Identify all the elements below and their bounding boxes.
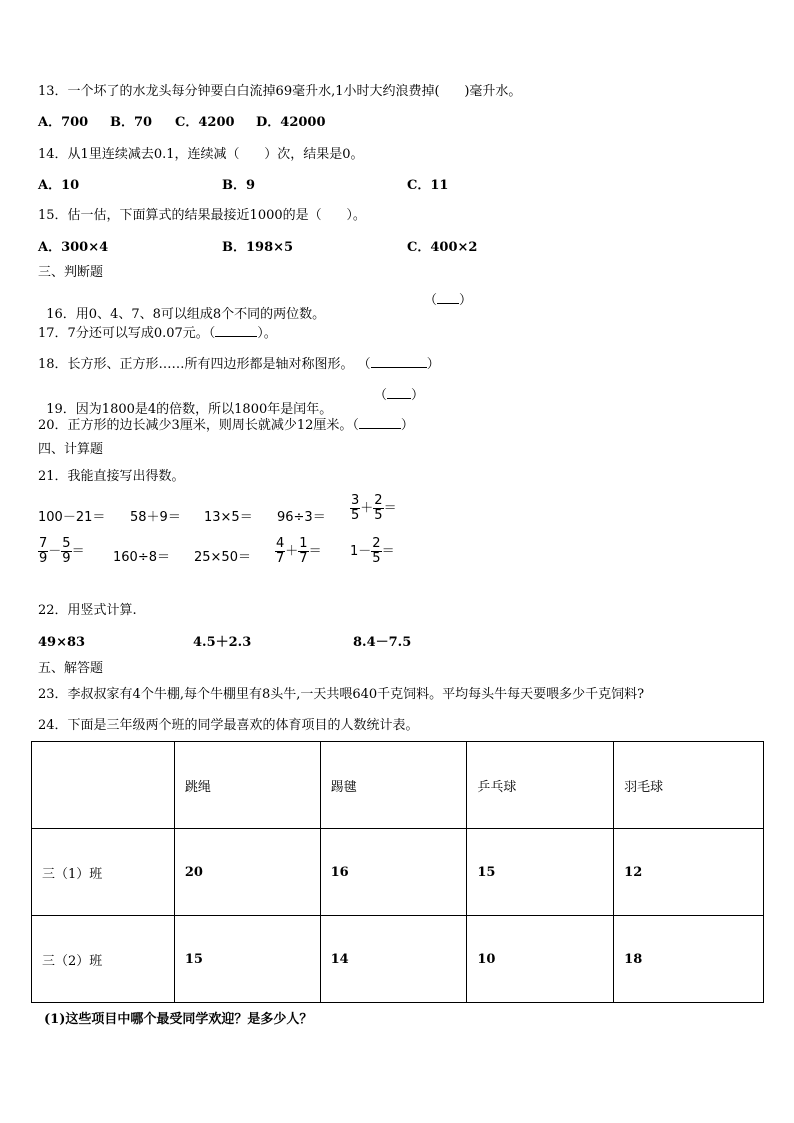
question-15: 15．估一估，下面算式的结果最接近1000的是（ ）。 — [38, 208, 366, 223]
q21-expr-9: $\frac{4}{7}$ ＋ $\frac{1}{7}$ ＝ — [276, 536, 322, 566]
q21-expr-8: 25×50＝ — [194, 550, 251, 565]
q21-expr-7: 160÷8＝ — [113, 550, 170, 565]
q21-expr-1: 100－21＝ — [38, 510, 106, 525]
q17-answer-blank[interactable] — [215, 324, 257, 337]
q14-option-a: A．10 — [38, 178, 80, 193]
q21-expr-3: 13×5＝ — [204, 510, 253, 525]
q22-item-1: 49×83 — [38, 635, 86, 650]
table-header-cell: 羽毛球 — [614, 742, 764, 829]
question-17: 17．7分还可以写成0.07元。（ ）。 — [38, 326, 277, 341]
q21-expr-4: 96÷3＝ — [277, 510, 326, 525]
q18-answer-blank[interactable] — [371, 355, 427, 368]
table-header-cell: 乒乓球 — [467, 742, 614, 829]
q13-option-c: C．4200 — [175, 115, 235, 130]
table-cell: 16 — [320, 829, 467, 916]
q16-text: 16．用0、4、7、8可以组成8个不同的两位数。 — [46, 307, 326, 322]
table-header-cell: 踢毽 — [320, 742, 467, 829]
question-14: 14．从1里连续减去0.1，连续减（ ）次，结果是0。 — [38, 147, 364, 162]
question-24: 24．下面是三年级两个班的同学最喜欢的体育项目的人数统计表。 — [38, 718, 419, 733]
question-18: 18．长方形、正方形……所有四边形都是轴对称图形。 （ ） — [38, 357, 440, 372]
table-cell: 14 — [320, 916, 467, 1003]
question-21: 21．我能直接写出得数。 — [38, 469, 185, 484]
table-header-cell: 跳绳 — [174, 742, 320, 829]
q16-answer-blank[interactable]: （ ） — [424, 293, 473, 308]
table-header-cell — [32, 742, 175, 829]
q20-answer-blank[interactable] — [359, 416, 401, 429]
q19-answer-blank[interactable]: （ ） — [374, 388, 425, 403]
question-20: 20．正方形的边长减少3厘米，则周长就减少12厘米。（ ） — [38, 418, 414, 433]
sports-stats-table — [31, 741, 764, 1003]
q21-expr-10: 1－ $\frac{2}{5}$ ＝ — [350, 536, 395, 566]
table-row — [32, 916, 764, 1003]
section-heading-judgement: 三、判断题 — [38, 265, 104, 280]
q22-item-2: 4.5＋2.3 — [193, 635, 252, 650]
q13-option-d: D．42000 — [256, 115, 326, 130]
q15-option-a: A．300×4 — [38, 240, 109, 255]
q14-option-c: C．11 — [407, 178, 449, 193]
q15-option-b: B．198×5 — [222, 240, 294, 255]
q21-expr-5: $\frac{3}{5}$ ＋ $\frac{2}{5}$ ＝ — [351, 493, 397, 523]
table-row — [32, 829, 764, 916]
question-16 — [38, 291, 325, 323]
table-cell: 20 — [174, 829, 320, 916]
q15-option-c: C．400×2 — [407, 240, 478, 255]
section-heading-word-problems: 五、解答题 — [38, 661, 104, 676]
section-heading-calculation: 四、计算题 — [38, 442, 104, 457]
table-cell: 18 — [614, 916, 764, 1003]
question-13: 13．一个坏了的水龙头每分钟要白白流掉69毫升水,1小时大约浪费掉( )毫升水。 — [38, 84, 522, 99]
table-cell: 15 — [174, 916, 320, 1003]
table-row-label: 三（1）班 — [32, 829, 175, 916]
question-23: 23．李叔叔家有4个牛棚,每个牛棚里有8头牛,一天共喂640千克饲料。平均每头牛每天要喂多少千克饲料? — [38, 687, 645, 702]
question-19: 19．因为1800是4的倍数，所以1800年是闰年。 — [46, 402, 333, 417]
q22-item-3: 8.4－7.5 — [353, 635, 412, 650]
question-22: 22．用竖式计算. — [38, 603, 137, 618]
q14-option-b: B．9 — [222, 178, 256, 193]
q21-expr-6: $\frac{7}{9}$ － $\frac{5}{9}$ ＝ — [39, 536, 85, 566]
q13-option-b: B．70 — [110, 115, 153, 130]
table-header-row — [32, 742, 764, 829]
table-cell: 10 — [467, 916, 614, 1003]
question-24-part-1: (1)这些项目中哪个最受同学欢迎？是多少人？ — [44, 1012, 313, 1027]
table-cell: 15 — [467, 829, 614, 916]
q13-option-a: A．700 — [38, 115, 89, 130]
table-cell: 12 — [614, 829, 764, 916]
table-row-label: 三（2）班 — [32, 916, 175, 1003]
q21-expr-2: 58＋9＝ — [130, 510, 181, 525]
